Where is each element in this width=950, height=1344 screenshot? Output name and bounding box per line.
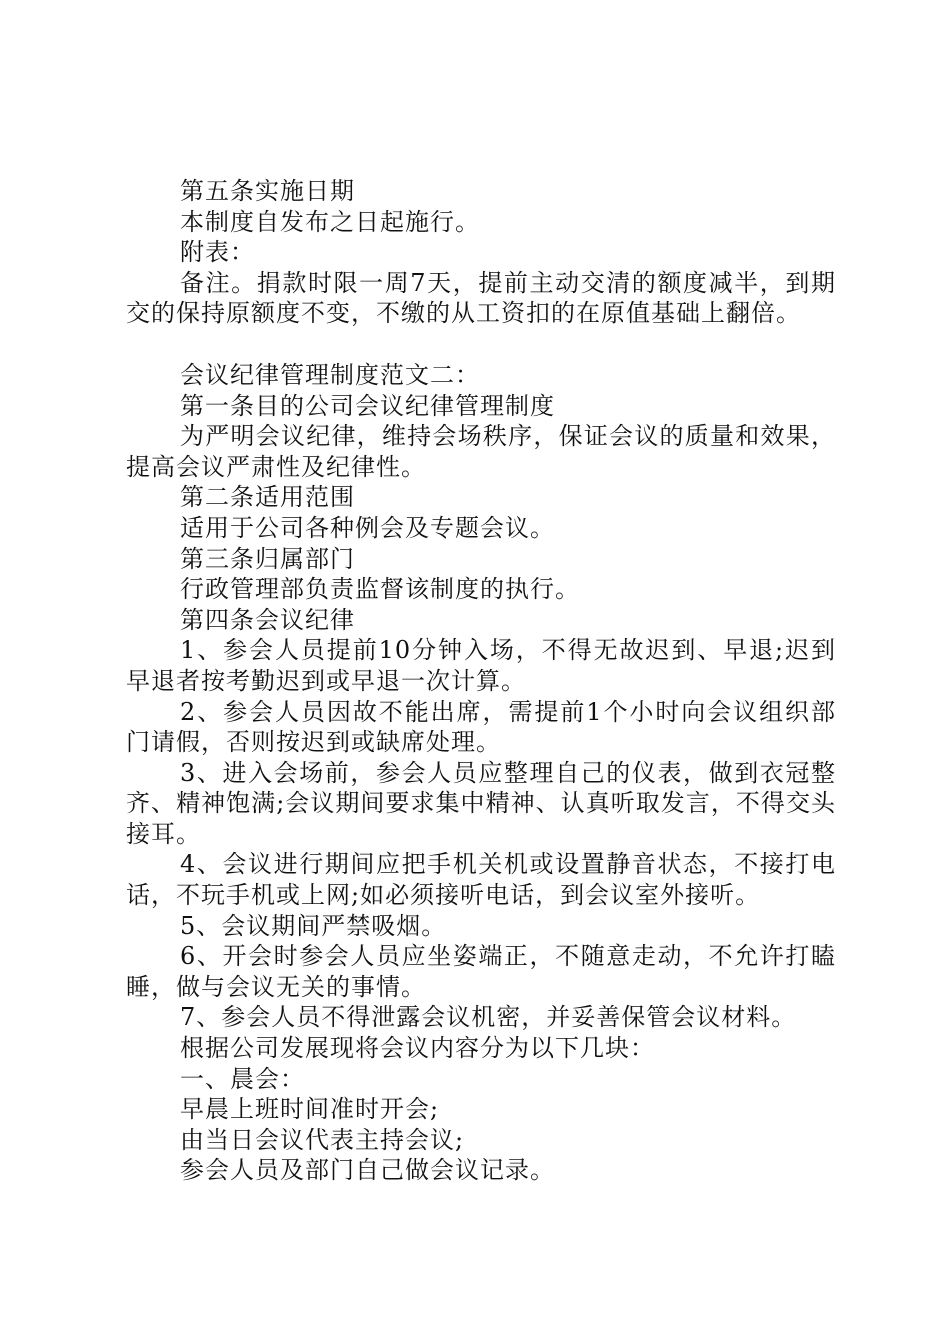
rule-item: 3、进入会场前，参会人员应整理自己的仪表，做到衣冠整齐、精神饱满;会议期间要求集中精神、认真听取发言，不得交头接耳。 bbox=[126, 758, 836, 848]
article-5-heading: 第五条实施日期 bbox=[180, 177, 355, 205]
article-3-text: 行政管理部负责监督该制度的执行。 bbox=[180, 575, 580, 604]
rule-item: 6、开会时参会人员应坐姿端正，不随意走动，不允许打瞌睡，做与会议无关的事情。 bbox=[126, 942, 836, 1001]
morning-meeting-item: 由当日会议代表主持会议; bbox=[180, 1125, 465, 1154]
rule-item: 1、参会人员提前10分钟入场，不得无故迟到、早退;迟到早退者按考勤迟到或早退一次计算。 bbox=[126, 636, 836, 695]
appendix-label: 附表： bbox=[180, 238, 255, 267]
rule-item: 7、参会人员不得泄露会议机密，并妥善保管会议材料。 bbox=[180, 1003, 797, 1032]
meeting-content-intro: 根据公司发展现将会议内容分为以下几块： bbox=[180, 1034, 655, 1063]
article-1-heading: 第一条目的公司会议纪律管理制度 bbox=[180, 391, 555, 420]
document-body bbox=[126, 176, 836, 1186]
article-5-text: 本制度自发布之日起施行。 bbox=[180, 207, 480, 236]
remark-paragraph: 备注。捐款时限一周7天，提前主动交清的额度减半，到期交的保持原额度不变，不缴的从工资扣的在原值基础上翻倍。 bbox=[126, 268, 836, 328]
article-2-text: 适用于公司各种例会及专题会议。 bbox=[180, 513, 555, 542]
morning-meeting-heading: 一、晨会： bbox=[180, 1064, 305, 1093]
blank-line bbox=[126, 329, 836, 360]
rule-item: 2、参会人员因故不能出席，需提前1个小时向会议组织部门请假，否则按迟到或缺席处理。 bbox=[126, 697, 836, 757]
morning-meeting-item: 参会人员及部门自己做会议记录。 bbox=[180, 1156, 555, 1185]
article-4-heading: 第四条会议纪律 bbox=[180, 605, 355, 634]
article-3-heading: 第三条归属部门 bbox=[180, 544, 355, 573]
sample-two-title: 会议纪律管理制度范文二： bbox=[180, 360, 480, 389]
rule-item: 4、会议进行期间应把手机关机或设置静音状态，不接打电话，不玩手机或上网;如必须接听电话，到会议室外接听。 bbox=[126, 850, 836, 910]
morning-meeting-item: 早晨上班时间准时开会; bbox=[180, 1095, 440, 1124]
article-2-heading: 第二条适用范围 bbox=[180, 483, 355, 512]
article-1-text: 为严明会议纪律，维持会场秩序，保证会议的质量和效果，提高会议严肃性及纪律性。 bbox=[126, 422, 836, 481]
rule-item: 5、会议期间严禁吸烟。 bbox=[180, 911, 447, 940]
